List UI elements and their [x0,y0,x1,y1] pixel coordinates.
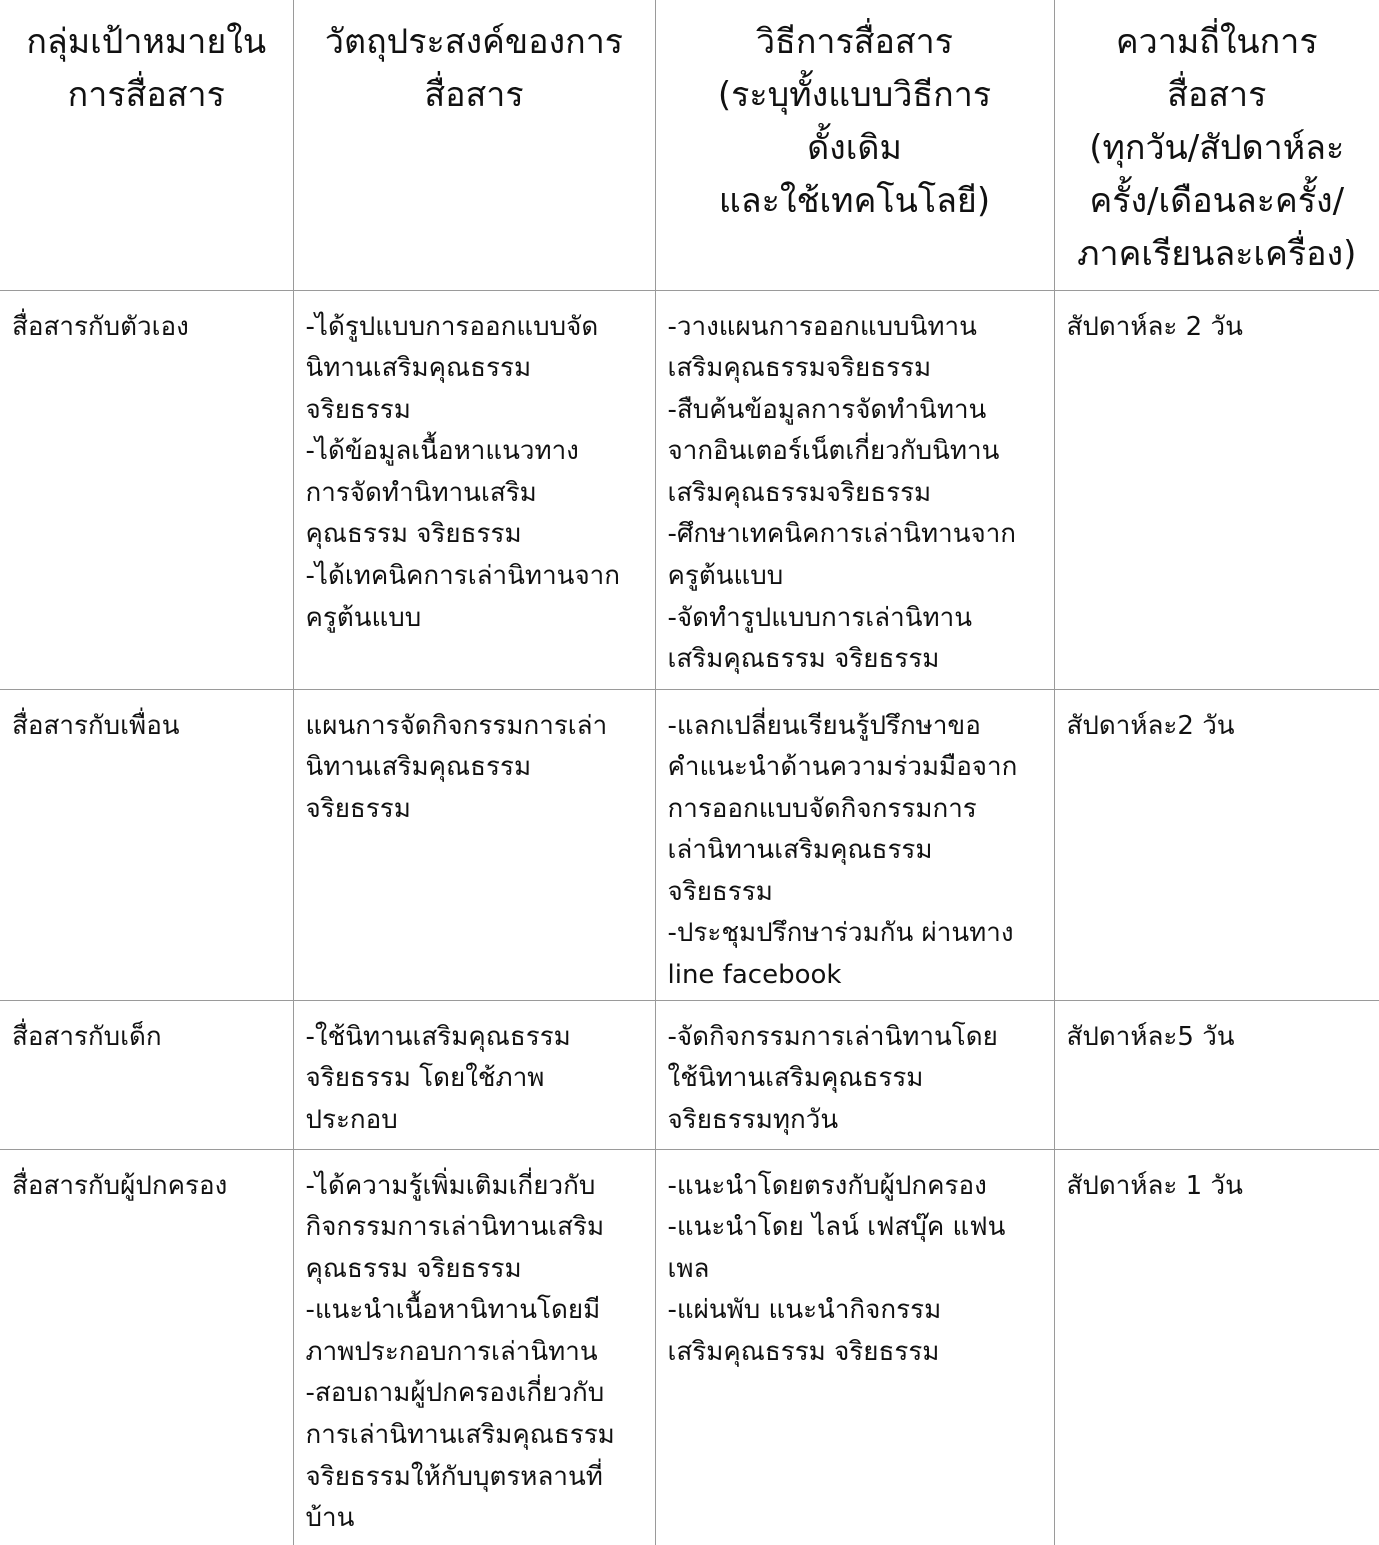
header-target-group: กลุ่มเป้าหมายใน การสื่อสาร [0,0,293,290]
objective-cell: แผนการจัดกิจกรรมการเล่า นิทานเสริมคุณธรรม จริยธรรม [293,689,655,1000]
objective-cell: -ได้รูปแบบการออกแบบจัด นิทานเสริมคุณธรรม จริยธรรม -ได้ข้อมูลเนื้อหาแนวทาง การจัดทำนิทานเสริม คุณธรรม จริยธรรม -ได้เทคนิคการเล่านิทานจาก ครูต้นแบบ [293,290,655,689]
header-frequency: ความถี่ในการ สื่อสาร (ทุกวัน/สัปดาห์ละ ครั้ง/เดือนละครั้ง/ ภาคเรียนละเครื่อง) [1054,0,1379,290]
method-cell: -แนะนำโดยตรงกับผู้ปกครอง -แนะนำโดย ไลน์ เฟสบุ๊ค แฟน เพล -แผ่นพับ แนะนำกิจกรรม เสริมคุณธรรม จริยธรรม [655,1149,1054,1545]
table-row [0,1149,1379,1545]
target-cell: สื่อสารกับผู้ปกครอง [12,1170,228,1201]
header-row [0,0,1379,290]
objective-cell: -ได้ความรู้เพิ่มเติมเกี่ยวกับ กิจกรรมการเล่านิทานเสริม คุณธรรม จริยธรรม -แนะนำเนื้อหานิทานโดยมี ภาพประกอบการเล่านิทาน -สอบถามผู้ปกครองเกี่ยวกับ การเล่านิทานเสริมคุณธรรม จริยธรรมให้กับบุตรหลานที่ บ้าน [293,1149,655,1545]
table-row [0,290,1379,689]
frequency-cell: สัปดาห์ละ5 วัน [1054,1000,1379,1149]
table-row [0,1000,1379,1149]
frequency-cell: สัปดาห์ละ2 วัน [1054,689,1379,1000]
header-method: วิธีการสื่อสาร (ระบุทั้งแบบวิธีการ ดั้งเดิม และใช้เทคโนโลยี) [655,0,1054,290]
method-cell: -แลกเปลี่ยนเรียนรู้ปรึกษาขอ คำแนะนำด้านความร่วมมือจาก การออกแบบจัดกิจกรรมการ เล่านิทานเสริมคุณธรรม จริยธรรม -ประชุมปรึกษาร่วมกัน ผ่านทาง line facebook [655,689,1054,1000]
method-cell: -วางแผนการออกแบบนิทาน เสริมคุณธรรมจริยธรรม -สืบค้นข้อมูลการจัดทำนิทาน จากอินเตอร์เน็ตเกี่ยวกับนิทาน เสริมคุณธรรมจริยธรรม -ศึกษาเทคนิคการเล่านิทานจาก ครูต้นแบบ -จัดทำรูปแบบการเล่านิทาน เสริมคุณธรรม จริยธรรม [655,290,1054,689]
method-cell: -จัดกิจกรรมการเล่านิทานโดย ใช้นิทานเสริมคุณธรรม จริยธรรมทุกวัน [655,1000,1054,1149]
target-cell: สื่อสารกับตัวเอง [0,290,293,689]
frequency-cell: สัปดาห์ละ 2 วัน [1054,290,1379,689]
frequency-cell: สัปดาห์ละ 1 วัน [1054,1149,1379,1545]
table-row [0,689,1379,1000]
target-cell: สื่อสารกับเด็ก [0,1000,293,1149]
objective-cell: -ใช้นิทานเสริมคุณธรรม จริยธรรม โดยใช้ภาพ ประกอบ [293,1000,655,1149]
header-objective: วัตถุประสงค์ของการ สื่อสาร [293,0,655,290]
target-cell: สื่อสารกับเพื่อน [0,689,293,1000]
